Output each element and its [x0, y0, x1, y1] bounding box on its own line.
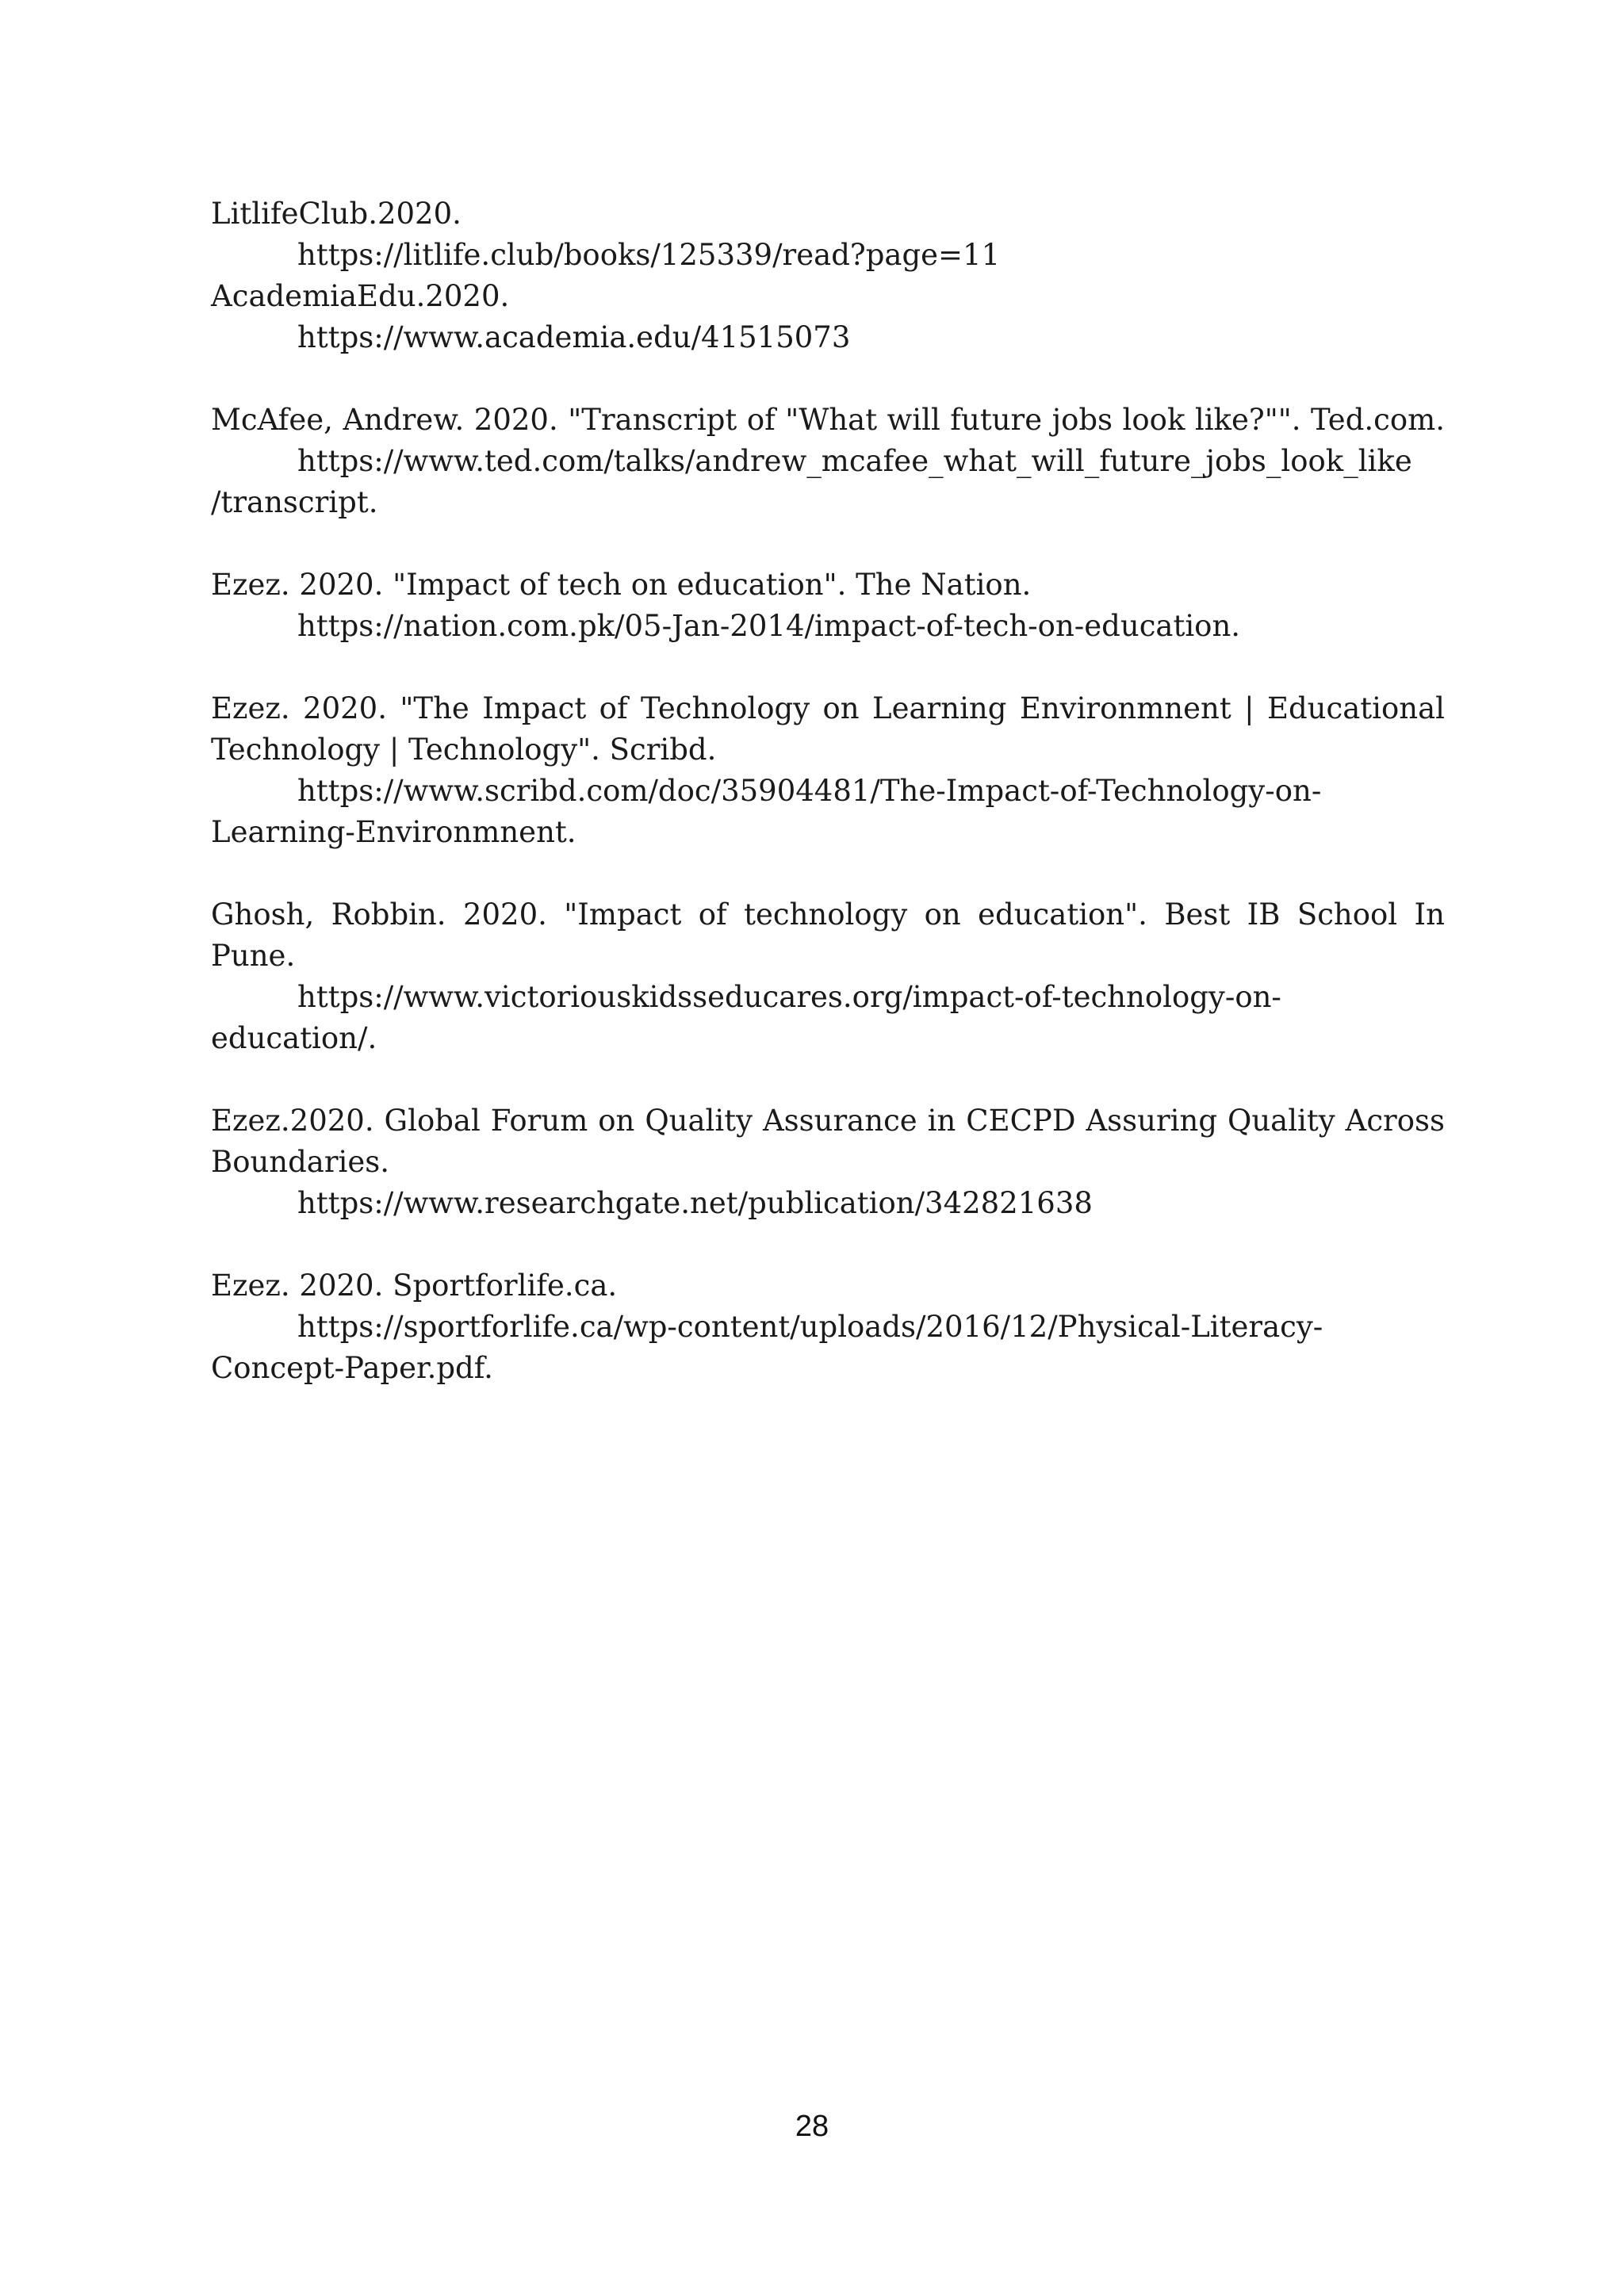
reference-entry	[211, 276, 1445, 358]
reference-list	[211, 193, 1445, 1389]
reference-line: Boundaries.	[211, 1145, 390, 1179]
reference-url: https://www.victoriouskidsseducares.org/impact-of-technology-on-	[297, 980, 1281, 1014]
reference-url: https://litlife.club/books/125339/read?page=11	[297, 238, 1001, 272]
reference-url-continuation: /transcript.	[211, 485, 378, 519]
reference-line: Ghosh, Robbin. 2020. "Impact of technology on education". Best IB School In Pune.	[211, 897, 1445, 973]
reference-entry	[211, 894, 1445, 1059]
reference-entry	[211, 688, 1445, 853]
reference-url-continuation: Concept-Paper.pdf.	[211, 1351, 493, 1385]
reference-url: https://www.researchgate.net/publication/342821638	[297, 1186, 1093, 1220]
reference-url-continuation: Learning-Environmnent.	[211, 815, 576, 849]
reference-line: Ezez. 2020. "The Impact of Technology on Learning Environmnent | Educational	[211, 691, 1445, 725]
reference-entry	[211, 564, 1445, 647]
reference-url: https://www.scribd.com/doc/35904481/The-Impact-of-Technology-on-	[297, 774, 1322, 808]
reference-line: Technology | Technology". Scribd.	[211, 733, 717, 767]
reference-url: https://sportforlife.ca/wp-content/uploads/2016/12/Physical-Literacy-	[297, 1310, 1323, 1344]
reference-url-continuation: education/.	[211, 1021, 377, 1055]
reference-url: https://nation.com.pk/05-Jan-2014/impact-of-tech-on-education.	[297, 609, 1241, 643]
reference-line: Ezez.2020. Global Forum on Quality Assurance in CECPD Assuring Quality Across	[211, 1104, 1445, 1138]
reference-line: McAfee, Andrew. 2020. "Transcript of "What will future jobs look like?"". Ted.com.	[211, 403, 1445, 437]
reference-line: Ezez. 2020. "Impact of tech on education". The Nation.	[211, 568, 1032, 602]
reference-url: https://www.ted.com/talks/andrew_mcafee_what_will_future_jobs_look_like	[297, 444, 1412, 478]
reference-line: AcademiaEdu.2020.	[211, 279, 510, 313]
reference-entry	[211, 400, 1445, 523]
page-number: 28	[795, 2110, 829, 2143]
reference-entry	[211, 1265, 1445, 1389]
reference-entry	[211, 193, 1445, 276]
reference-entry	[211, 1100, 1445, 1224]
reference-line: Ezez. 2020. Sportforlife.ca.	[211, 1269, 618, 1303]
reference-url: https://www.academia.edu/41515073	[297, 320, 851, 354]
reference-line: LitlifeClub.2020.	[211, 197, 462, 231]
